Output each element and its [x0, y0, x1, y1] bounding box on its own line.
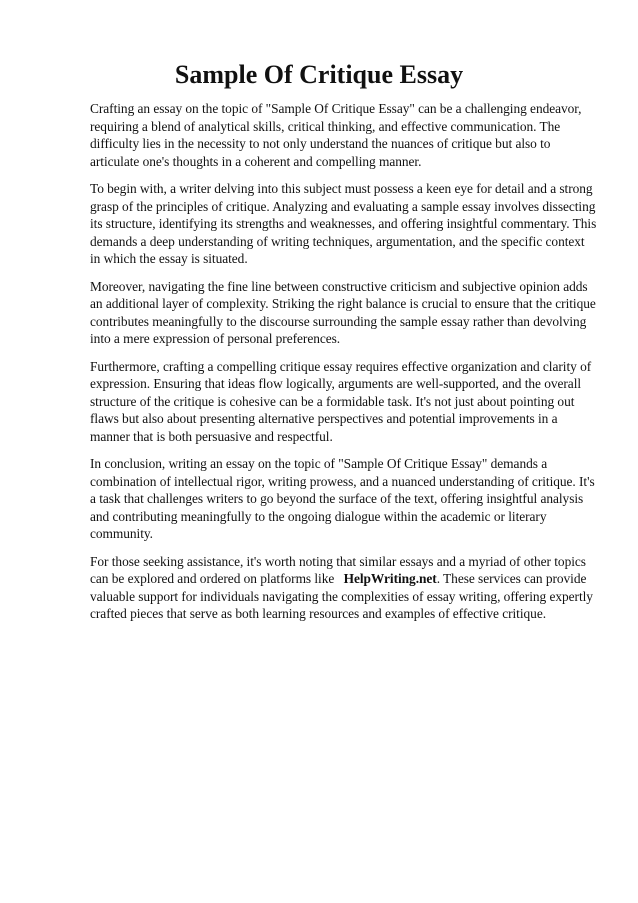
- paragraph-4: Furthermore, crafting a compelling critique essay requires effective organization and clarity of expression. Ensuring that ideas flow logically, arguments are well-supported, and the overall structure of the critique is cohesive can be a formidable task. It's not just about pointing out flaws but also about presenting alternative perspectives and potential improvements in a manner that is both persuasive and respectful.: [90, 358, 592, 444]
- paragraph-2: To begin with, a writer delving into this subject must possess a keen eye for detail and a strong grasp of the principles of critique. Analyzing and evaluating a sample essay involves dissecting its structure, identifying its strengths and weaknesses, and offering insightful commentary. This demands a deep understanding of writing techniques, argumentation, and the specific context in which the essay is situated.: [90, 181, 597, 266]
- paragraph-6-text-before-link: For those seeking assistance, it's worth noting that similar essays and a myriad of other topics can be explored and ordered on platforms like: [90, 553, 586, 586]
- paragraph-6-text-after-link: . These services can provide valuable support for individuals navigating the complexities of essay writing, offering expertly crafted pieces that serve as both learning resources and examples of effective critique.: [90, 571, 593, 621]
- paragraph-3: Moreover, navigating the fine line between constructive criticism and subjective opinion adds an additional layer of complexity. Striking the right balance is crucial to ensure that the critique contributes meaningfully to the discourse surrounding the sample essay rather than devolving into a mere expression of personal preferences.: [90, 278, 596, 346]
- helpwriting-link[interactable]: HelpWriting.net: [343, 571, 437, 586]
- paragraph-6: [90, 553, 598, 623]
- paragraph-1: Crafting an essay on the topic of "Sample Of Critique Essay" can be a challenging endeavor, requiring a blend of analytical skills, critical thinking, and effective communication. The difficulty lies in the necessity to not only understand the nuances of critique but also to articulate one's thoughts in a coherent and compelling manner.: [90, 101, 582, 169]
- page-title: Sample Of Critique Essay: [174, 60, 464, 89]
- document-body: [90, 100, 598, 633]
- paragraph-5: In conclusion, writing an essay on the topic of "Sample Of Critique Essay" demands a combination of intellectual rigor, writing prowess, and a nuanced understanding of critique. It's a task that challenges writers to go beyond the surface of the text, offering insightful analysis and contributing meaningfully to the ongoing dialogue within the academic or literary community.: [90, 456, 595, 541]
